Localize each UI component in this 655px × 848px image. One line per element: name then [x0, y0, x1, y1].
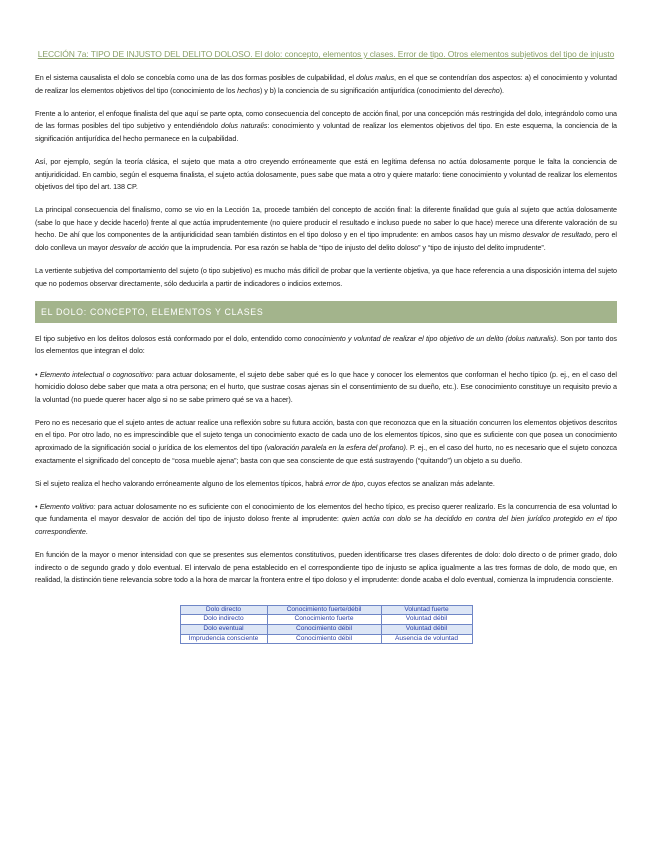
emphasis: desvalor de resultado [522, 230, 591, 240]
text: . [85, 526, 88, 536]
table-row [180, 615, 472, 625]
text: , pero el dolo conlleva un mayor [35, 230, 617, 253]
intro-paragraph-4 [35, 204, 617, 254]
text: El tipo subjetivo en los delitos dolosos está conformado por el dolo, entendido como [35, 333, 304, 343]
text: ) y b) la conciencia de su significación antijurídica (conocimiento del [259, 85, 475, 95]
text: Frente a lo anterior, el enfoque finalista del que aquí se parte opta, como consecuencia del concepto de acción final, por una concepción más restringida del dolo, integrándolo como una de las formas posibles del tipo subjetivo y entendiéndolo [35, 108, 617, 131]
emphasis: desvalor de acción [109, 243, 169, 253]
table-cell: Dolo directo [180, 605, 267, 615]
table-cell: Conocimiento fuerte [267, 615, 381, 625]
text: Pero no es necesario que el sujeto antes de actuar realice una reflexión sobre su futura acción, basta con que reconozca que en la situación concurren los elementos objetivos descritos en el tipo. Por otro lado, no es imprescindible que el sujeto tenga un conocimiento exacto de cada uno de los elementos típicos, sino que es suficiente con que posea un conocimiento aproximado de la significación social o jurídica de los elementos del tipo [35, 417, 617, 452]
text: . Son por tanto dos los elementos que integran el dolo: [35, 333, 617, 356]
text: ). [499, 85, 505, 95]
dolo-paragraph-3 [35, 417, 617, 467]
table-row [180, 634, 472, 644]
intro-paragraph-3: Así, por ejemplo, según la teoría clásica, el sujeto que mata a otro creyendo erróneamente que está en legítima defensa no actúa dolosamente porque le falta la conciencia de antijuridicidad. En cambio, según el esquema finalista, el sujeto actúa dolosamente, pues sabe que mata a otro y quiere matarlo: tiene conocimiento y voluntad de realizar los elementos objetivos del tipo del art. 138 CP. [35, 156, 617, 192]
text: que la imprudencia. Por esa razón se habla de “tipo de injusto del delito doloso” y “tipo de injusto del delito imprudente”. [168, 243, 546, 253]
table-row [180, 605, 472, 615]
emphasis: • Elemento volitivo: [35, 501, 96, 511]
table-cell: Voluntad débil [381, 615, 472, 625]
emphasis: conocimiento y voluntad de realizar el tipo objetivo de un delito (dolus naturalis) [303, 333, 557, 343]
text: para actuar dolosamente, el sujeto debe saber qué es lo que hace y conocer los elementos que conforman el hecho típico (p. ej., en el caso del homicidio doloso debe saber que mata a otra persona; en el hurto, que sustrae cosas ajenas sin el consentimiento de su dueño, etc.). Ese conocimiento constituye un requisito previo a la voluntad (no puede querer hacer algo si no se sabe primero qué se va a hacer). [35, 369, 617, 404]
text: , cuyos efectos se analizan más adelante. [363, 478, 495, 488]
text: , en el que se contendrían dos aspectos: a) el conocimiento y voluntad de realizar los elementos objetivos del tipo (conocimiento de los [35, 73, 617, 95]
table-row [180, 625, 472, 635]
emphasis: (valoración paralela en la esfera del profano) [264, 442, 406, 452]
table-cell: Conocimiento débil [267, 634, 381, 644]
table-cell: Dolo indirecto [180, 615, 267, 625]
dolo-paragraph-5 [35, 501, 617, 539]
table-cell: Voluntad fuerte [381, 605, 472, 615]
emphasis: quien actúa con dolo se ha decidido en contra del bien jurídico protegido en el tipo correspondiente [35, 514, 617, 536]
table-cell: Voluntad débil [381, 625, 472, 635]
lesson-title: LECCIÓN 7a: TIPO DE INJUSTO DEL DELITO DOLOSO. El dolo: concepto, elementos y clases. Error de tipo. Otros elementos subjetivos del tipo de injusto [37, 49, 615, 59]
emphasis: error de tipo [325, 478, 364, 488]
text: . P. ej., en el caso del hurto, no es necesario que el sujeto conozca exactamente el significado del concepto de “cosa mueble ajena”; basta con que sea consciente de que está sustrayendo (“quitando”) un objeto a su dueño. [35, 442, 618, 465]
document-page [35, 48, 617, 644]
intro-paragraph-2 [35, 108, 617, 146]
dolo-paragraph-2 [35, 369, 617, 407]
emphasis: dolus naturalis [221, 121, 268, 131]
emphasis: • Elemento intelectual o cognoscitivo: [35, 369, 154, 379]
table-cell: Dolo eventual [180, 625, 267, 635]
emphasis: dolus malus [356, 73, 395, 82]
table-cell: Ausencia de voluntad [381, 634, 472, 644]
dolo-paragraph-4 [35, 478, 617, 491]
text: : conocimiento y voluntad de realizar los elementos objetivos del tipo. En este esquema, la conciencia de la significación antijurídica del hecho permanece en la culpabilidad. [35, 121, 617, 143]
emphasis: derecho [474, 85, 500, 95]
text: Si el sujeto realiza el hecho valorando erróneamente alguno de los elementos típicos, habrá [35, 478, 326, 488]
emphasis: hechos [237, 85, 260, 95]
text: para actuar dolosamente no es suficiente con el conocimiento de los elementos del hecho típico, es preciso querer realizarlo. Es la concurrencia de esa voluntad lo que fundamenta el mayor desvalor de acción del tipo de injusto doloso frente al imprudente: [35, 501, 617, 524]
table-cell: Conocimiento fuerte/débil [267, 605, 381, 615]
intro-paragraph-1 [35, 72, 617, 97]
dolo-classes-table [180, 605, 473, 644]
dolo-paragraph-6: En función de la mayor o menor intensidad con que se presentes sus elementos constitutivos, pueden identificarse tres clases diferentes de dolo: dolo directo o de primer grado, dolo indirecto o de segundo grado y dolo eventual. El intervalo de pena establecido en el correspondiente tipo de injusto se aplica igualmente a las tres formas de dolo, de modo que, en realidad, la distinción tiene relevancia sobre todo a la hora de marcar la frontera entre el tipo doloso y el imprudente: donde acaba el dolo eventual, comienza la imprudencia consciente. [35, 550, 617, 585]
section-header: EL DOLO: CONCEPTO, ELEMENTOS Y CLASES [35, 301, 617, 323]
table-cell: Imprudencia consciente [180, 634, 267, 644]
text: En el sistema causalista el dolo se concebía como una de las dos formas posibles de culpabilidad, el [35, 73, 357, 82]
summary-table-wrapper [35, 605, 617, 644]
intro-paragraph-5: La vertiente subjetiva del comportamiento del sujeto (o tipo subjetivo) es mucho más difícil de probar que la vertiente objetiva, ya que hace referencia a una disposición interna del sujeto que no podemos observar directamente, sólo deducirla a partir de indicadores o indicios externos. [35, 266, 617, 288]
text: La principal consecuencia del finalismo, como se vio en la Lección 1a, procede también del concepto de acción final: la diferente finalidad que guía al sujeto que actúa dolosamente (sabe lo que hace y decide hacerlo) frente al que actúa imprudentemente (no quiere producir el resultado e incluso puede no saber lo que hace) merece una diferente valoración de su hecho. De ahí que los componentes de la antijuridicidad sean también distintos en el tipo doloso y en el tipo imprudente: en ambos casos hay un mismo [35, 205, 617, 240]
dolo-paragraph-1 [35, 333, 617, 358]
table-cell: Conocimiento débil [267, 625, 381, 635]
